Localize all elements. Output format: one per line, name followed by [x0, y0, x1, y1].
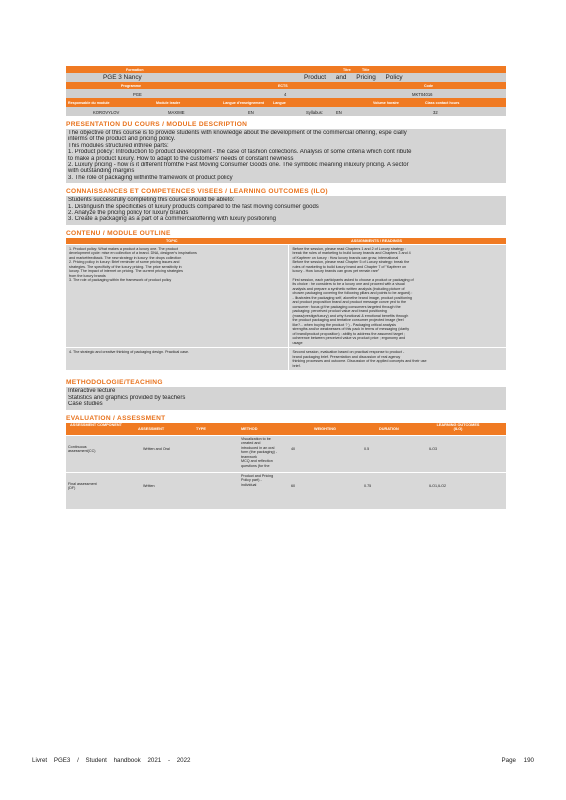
component-line: Continuous: [68, 444, 87, 449]
assessment-value: Written: [143, 483, 155, 488]
outline-title: CONTENU / MODULE OUTLINE: [66, 229, 171, 237]
method-line: Policy part) -: [241, 478, 262, 483]
methodology-text: [66, 387, 506, 409]
assign-line: (mass/prestige/luxury) and why functional & emotional benefits through: [292, 313, 409, 318]
methodology-line: Interactive lecture: [68, 388, 116, 395]
component-line: (DF): [68, 486, 76, 491]
method-line: created and: [241, 441, 261, 446]
methodology-line: Statistics and graphics provided by teachers: [68, 394, 186, 401]
method-line: MCQ and reflection: [241, 459, 273, 464]
assign-line: and product proposition brand and product message conve yed to the: [292, 300, 407, 305]
ilo-value: ILO1,ILO2: [429, 483, 447, 488]
syllabus-label: Syllabus:: [306, 109, 323, 115]
col-ilo: LEARNING OUTCOMES (ILO): [436, 422, 480, 431]
header-row-labels-1: [66, 66, 506, 73]
assign-line: Before the session, please read Chapter 5 of Luxury strategy: break the: [292, 260, 410, 265]
topic-line: 2. Pricing policy in luxury: Brief reminder of some pricing issues and: [69, 260, 180, 265]
ects-value: 4: [284, 91, 287, 97]
col-duration: DURATION: [379, 426, 399, 431]
objectives-line: 2. Analyze the pricing policy for luxury brands: [68, 210, 189, 217]
label-langue-enseignement: Langue d'enseignement: [223, 100, 264, 105]
assign-line: thinking processes and outcome. Discussion of the applied concepts and their use: [292, 359, 427, 364]
presentation-title: PRESENTATION DU COURS / MODULE DESCRIPTION: [66, 121, 248, 128]
assign-line: like?... when buying the product ? ) - Packaging critical analysis: [292, 322, 396, 327]
presentation-line: with outstanding margins: [68, 168, 135, 175]
presentation-text: [66, 129, 506, 183]
language-value: EN: [248, 109, 254, 115]
evaluation-table-header: [66, 423, 506, 435]
col-component: ASSESSMENT COMPONENT: [70, 422, 122, 427]
objectives-text: [66, 196, 506, 225]
code-value: MKT04016: [412, 91, 433, 97]
duration-value: 0.5: [364, 446, 370, 451]
objectives-title: CONNAISSANCES ET COMPETENCES VISEES / LEARNING OUTCOMES (ILO): [66, 188, 328, 196]
assign-line: analysis and prepare a synthetic written analysis (including picture of: [292, 286, 405, 291]
objectives-line: Students successfully completing this course should be ableto:: [68, 197, 235, 204]
label-code: Code: [424, 83, 433, 88]
hours-value: 32: [433, 109, 438, 115]
assign-line: - Illustrates the packaging self, alonethe brand image, product positioning: [292, 295, 412, 300]
outline-row: [66, 347, 506, 370]
syllabus-value: EN: [336, 109, 342, 115]
assign-line: coherence between perceived value vs product price ; ergonomy and: [292, 336, 406, 341]
component-line: assessment(CC): [68, 448, 96, 453]
outline-topic-cell: [66, 245, 288, 348]
header-row-labels-3: [66, 98, 506, 107]
assign-line: the product packaging and tentative consumer projected image (feel: [292, 318, 404, 323]
evaluation-title: EVALUATION / ASSESSMENT: [66, 414, 166, 422]
duration-value: 0.75: [364, 483, 372, 488]
programme-value: PGE: [133, 91, 142, 97]
assign-line: packaging: perceived product value and brand positioning: [292, 309, 387, 314]
header-values-row: [66, 89, 506, 98]
label-class-contact-hours: Class contact hours: [425, 100, 460, 105]
header-values-row-3: [66, 107, 506, 116]
header-row-labels-2: [66, 82, 506, 89]
program-name: PGE 3 Nancy: [103, 74, 142, 81]
topic-line: luxury. The impact of internet on pricing. The current pricing strategies: [69, 269, 183, 274]
presentation-line: 2. Luxury pricing - how is it different fromthe Fast Moving Consumer Goods one. The symbolic meaning inluxury pricing. A sector: [68, 162, 409, 169]
col-method: METHOD: [241, 426, 258, 431]
assign-line: strengths and/or weaknesses of this pack in terms of messaging (clarity: [292, 327, 410, 332]
method-line: form (the packaging) -: [241, 450, 278, 455]
presentation-line: interms of the product and pricing policy.: [68, 136, 176, 143]
presentation-line: 1. Product policy: Introduction to product development - the case of fashion collections. Analysis of some criteria which cont ribute: [68, 149, 412, 156]
assign-line: luxury - How luxury brands can grow yet remain rare": [292, 269, 380, 274]
evaluation-row: [66, 435, 506, 472]
assign-line: rules of marketing to build luxury brand and Chapter 7 of "Kapferer on: [292, 264, 407, 269]
methodology-title: METHODOLOGIE/TEACHING: [66, 379, 163, 387]
assign-line: break the rules of marketing to build luxury brands and Chapters 3 and 4: [292, 251, 411, 256]
objectives-line: 3. Create a packaging as a part of a commercialoffering with luxury positioning: [68, 216, 276, 223]
label-module-leader: Module leader: [156, 100, 181, 105]
label-langue: Langue: [273, 100, 286, 105]
label-volume-horaire: Volume horaire: [373, 100, 399, 105]
syllabus-page: [66, 66, 506, 509]
col-assessment: ASSESSMENT: [138, 426, 165, 431]
outline-topic-cell: [66, 348, 288, 370]
topic-line: development cycle: mise en collection of a brand. DNA, designer's inspirations: [69, 251, 197, 256]
col-assignments: ASSIGNMENTS / READINGS: [351, 238, 403, 243]
topic-line: from the luxury brands: [69, 273, 106, 278]
objectives-line: 1. Distinguish the specificities of luxury products compared to the fast moving consumer goods: [68, 203, 319, 210]
assign-line: usage: [292, 340, 303, 345]
assign-line: First session, each participants asked to choose a product or packaging of: [292, 277, 414, 282]
method-line: introduced in an oral: [241, 445, 275, 450]
topic-line: and marketfeedback. The new strategy in luxury: the drops collection: [69, 255, 182, 260]
methodology-line: Case studies: [68, 401, 103, 408]
assign-line: Before the session, please read Chapters 1 and 2 of Luxury strategy :: [292, 246, 407, 251]
weighting-value: 40: [291, 446, 296, 451]
col-type: TYPE: [196, 426, 206, 431]
label-titre: Titre: [343, 67, 351, 72]
footer-handbook: Livret PGE3 / Student handbook 2021 - 2022: [32, 757, 191, 764]
assign-line: consumer: focus gi the packaging consumers targeted through the: [292, 304, 401, 309]
header-title-row: [66, 73, 506, 82]
label-responsable: Responsable du module: [68, 100, 110, 105]
responsable-value: KOROVYLOV: [93, 109, 120, 115]
assign-line: of Kapferer on luxury : How luxury brands can grow, international: [292, 255, 399, 260]
presentation-line: This modules structured inthree parts:: [68, 142, 169, 149]
component-line: Final assessment: [68, 481, 97, 486]
module-leader-value: MAXIME: [168, 109, 185, 115]
presentation-line: to make a product luxury. How to adapt to the customers' needs of constant newness: [68, 155, 294, 162]
method-line: questions (for the: [241, 463, 270, 468]
label-programme: Programme: [121, 83, 141, 88]
method-line: Visualization to be: [241, 436, 271, 441]
ilo-value: ILO3: [429, 446, 437, 451]
outline-assign-cell: [288, 348, 506, 370]
assign-line: its choice : he considers to be a luxury one and proceed with a visual: [292, 282, 405, 287]
assign-line: brief.: [292, 363, 301, 368]
outline-row: [66, 244, 506, 348]
assign-line: brand packaging brief. Presentation and discussion of real agency: [292, 354, 401, 359]
assessment-value: Written and Oral: [143, 446, 170, 451]
col-weighting: WEIGHTING: [314, 426, 336, 431]
method-line: teamwork: [241, 454, 257, 459]
label-title: Title: [362, 67, 370, 72]
topic-line: strategies. The specificity of the luxury pricing. The price sensitivity in: [69, 264, 182, 269]
method-line: Product and Pricing: [241, 473, 274, 478]
assign-line: chosen packaging covering the following pillars and points to be argued) :: [292, 291, 413, 296]
col-topic: TOPIC: [166, 238, 178, 243]
outline-table-header: [66, 238, 506, 244]
label-ects: ECTS: [278, 83, 288, 88]
page-number: Page 190: [501, 757, 534, 764]
weighting-value: 60: [291, 483, 296, 488]
assign-line: Second session, evaluation based on practical response to product -: [292, 350, 405, 355]
presentation-line: 3. The role of packaging withinthe framework of product policy: [68, 174, 233, 181]
label-formation: Formation: [126, 67, 144, 72]
topic-line: 4. The strategic and creative thinking of packaging design. Practical case.: [69, 350, 190, 355]
method-line: individual: [241, 482, 257, 487]
topic-line: 3. The role of packaging within the framework of product policy: [69, 278, 172, 283]
evaluation-row: [66, 472, 506, 509]
assign-line: of brand/product proposition) : ability to address the assumed target ;: [292, 331, 405, 336]
presentation-line: The objective of this course is to provide students with knowledge about the development of the commercial offering, espe cially: [68, 130, 407, 136]
course-title: Product and Pricing Policy: [304, 74, 403, 81]
outline-assign-cell: [288, 245, 506, 348]
topic-line: 1. Product policy: What makes a product a luxury one. The product: [69, 246, 178, 251]
